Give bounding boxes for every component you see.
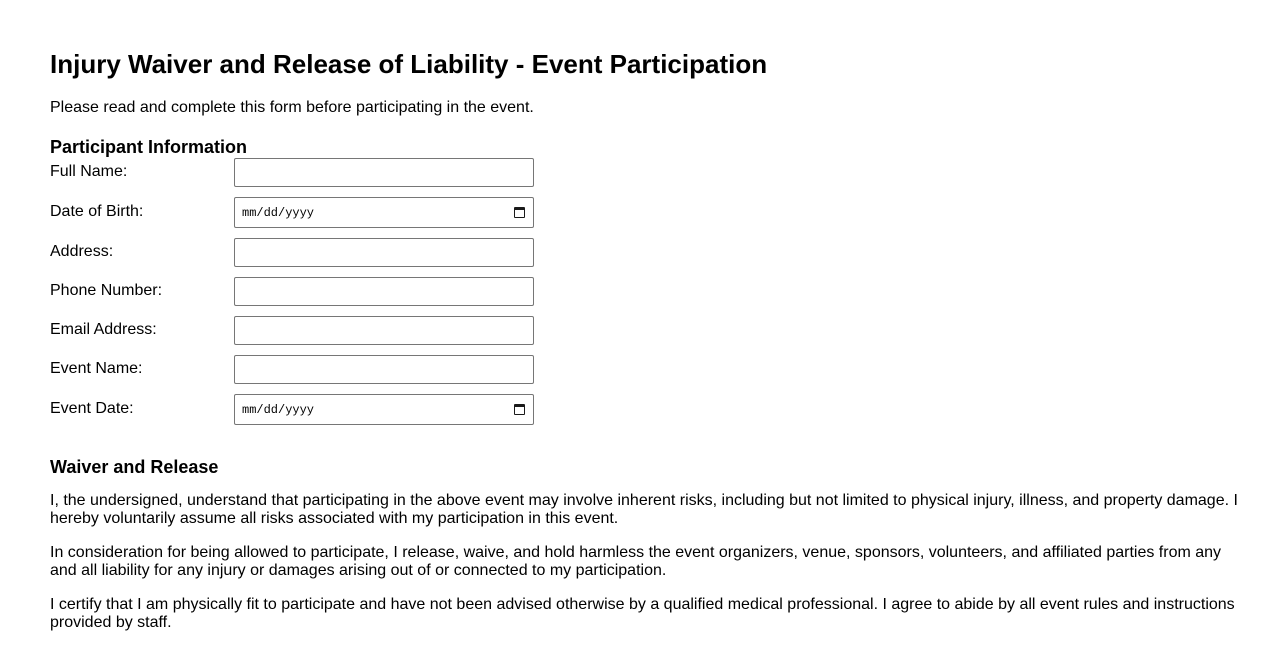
waiver-and-release-heading: Waiver and Release <box>50 457 219 477</box>
phone-number-label: Phone Number: <box>50 282 163 299</box>
event-date-placeholder: mm/dd/yyyy <box>242 402 315 417</box>
calendar-icon[interactable] <box>514 404 525 415</box>
event-date-input[interactable] <box>234 394 534 425</box>
waiver-paragraph-fitness: I certify that I am physically fit to participate and have not been advised otherwise by a qualified medical professional. I agree to abide by all event rules and instructions provided by staff. <box>50 596 1235 631</box>
event-name-label: Event Name: <box>50 360 143 377</box>
date-of-birth-label: Date of Birth: <box>50 203 144 220</box>
event-date-label: Event Date: <box>50 400 134 417</box>
date-of-birth-input[interactable] <box>234 197 534 228</box>
participant-information-heading: Participant Information <box>50 137 248 157</box>
form-intro: Please read and complete this form before participating in the event. <box>50 99 534 116</box>
calendar-icon[interactable] <box>514 207 525 218</box>
waiver-paragraph-release: In consideration for being allowed to participate, I release, waive, and hold harmless the event organizers, venue, sponsors, volunteers, and affiliated parties from any and all liability for any injury or damages arising out of or connected to my participation. <box>50 544 1222 579</box>
date-of-birth-placeholder: mm/dd/yyyy <box>242 205 315 220</box>
full-name-label: Full Name: <box>50 163 128 180</box>
page-title: Injury Waiver and Release of Liability - Event Participation <box>50 49 768 79</box>
address-label: Address: <box>50 243 114 260</box>
full-name-input[interactable] <box>234 158 534 187</box>
event-name-input[interactable] <box>234 355 534 384</box>
phone-number-input[interactable] <box>234 277 534 306</box>
waiver-paragraph-risks: I, the undersigned, understand that participating in the above event may involve inherent risks, including but not limited to physical injury, illness, and property damage. I hereby voluntarily assume all risks associated with my participation in this event. <box>50 492 1238 527</box>
address-input[interactable] <box>234 238 534 267</box>
email-address-label: Email Address: <box>50 321 157 338</box>
email-address-input[interactable] <box>234 316 534 345</box>
